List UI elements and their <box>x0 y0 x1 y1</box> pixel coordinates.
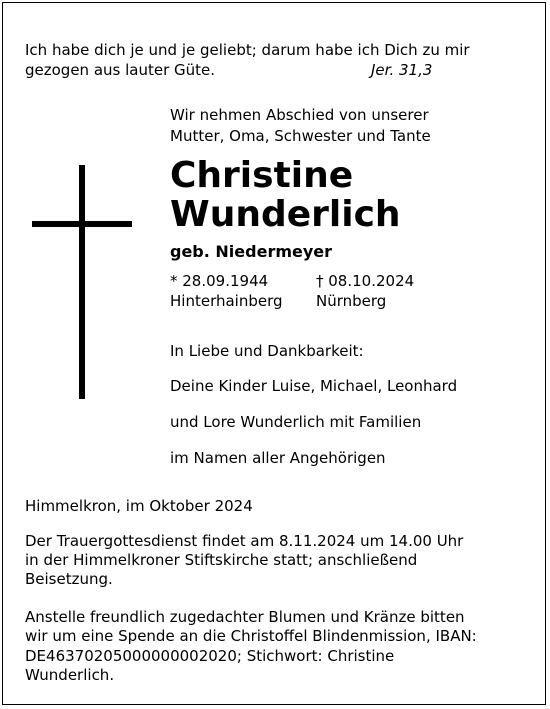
obituary-frame <box>2 2 546 705</box>
death-date: † 08.10.2024 <box>316 272 415 290</box>
birth-place: Hinterhainberg <box>170 292 283 310</box>
bible-verse-line-2: gezogen aus lauter Güte. <box>25 61 216 79</box>
donation-info-line-1: Anstelle freundlich zugedachter Blumen und Kränze bitten <box>25 608 465 626</box>
bible-verse-line-1: Ich habe dich je und je geliebt; darum habe ich Dich zu mir <box>25 41 470 59</box>
mourners-heading: In Liebe und Dankbarkeit: <box>170 342 364 360</box>
donation-info-line-2: wir um eine Spende an die Christoffel Blindenmission, IBAN: <box>25 627 477 645</box>
donation-info-line-4: Wunderlich. <box>25 666 115 684</box>
mourners-line-2: und Lore Wunderlich mit Familien <box>170 413 422 431</box>
mourners-line-3: im Namen aller Angehörigen <box>170 449 386 467</box>
service-info-line-1: Der Trauergottesdienst findet am 8.11.2024 um 14.00 Uhr <box>25 532 464 550</box>
deceased-first-name: Christine <box>170 155 354 196</box>
service-info-line-3: Beisetzung. <box>25 570 113 588</box>
intro-line-1: Wir nehmen Abschied von unserer <box>170 106 429 124</box>
service-info-line-2: in der Himmelkroner Stiftskirche statt; anschließend <box>25 551 418 569</box>
deceased-last-name: Wunderlich <box>170 194 401 235</box>
bible-verse-reference: Jer. 31,3 <box>371 61 433 79</box>
cross-icon <box>32 165 132 399</box>
maiden-name: geb. Niedermeyer <box>170 242 333 261</box>
place-and-date: Himmelkron, im Oktober 2024 <box>25 497 253 515</box>
death-place: Nürnberg <box>316 292 387 310</box>
birth-date: * 28.09.1944 <box>170 272 269 290</box>
intro-line-2: Mutter, Oma, Schwester und Tante <box>170 127 431 145</box>
mourners-line-1: Deine Kinder Luise, Michael, Leonhard <box>170 377 458 395</box>
donation-info-line-3: DE46370205000000002020; Stichwort: Christine <box>25 647 395 665</box>
